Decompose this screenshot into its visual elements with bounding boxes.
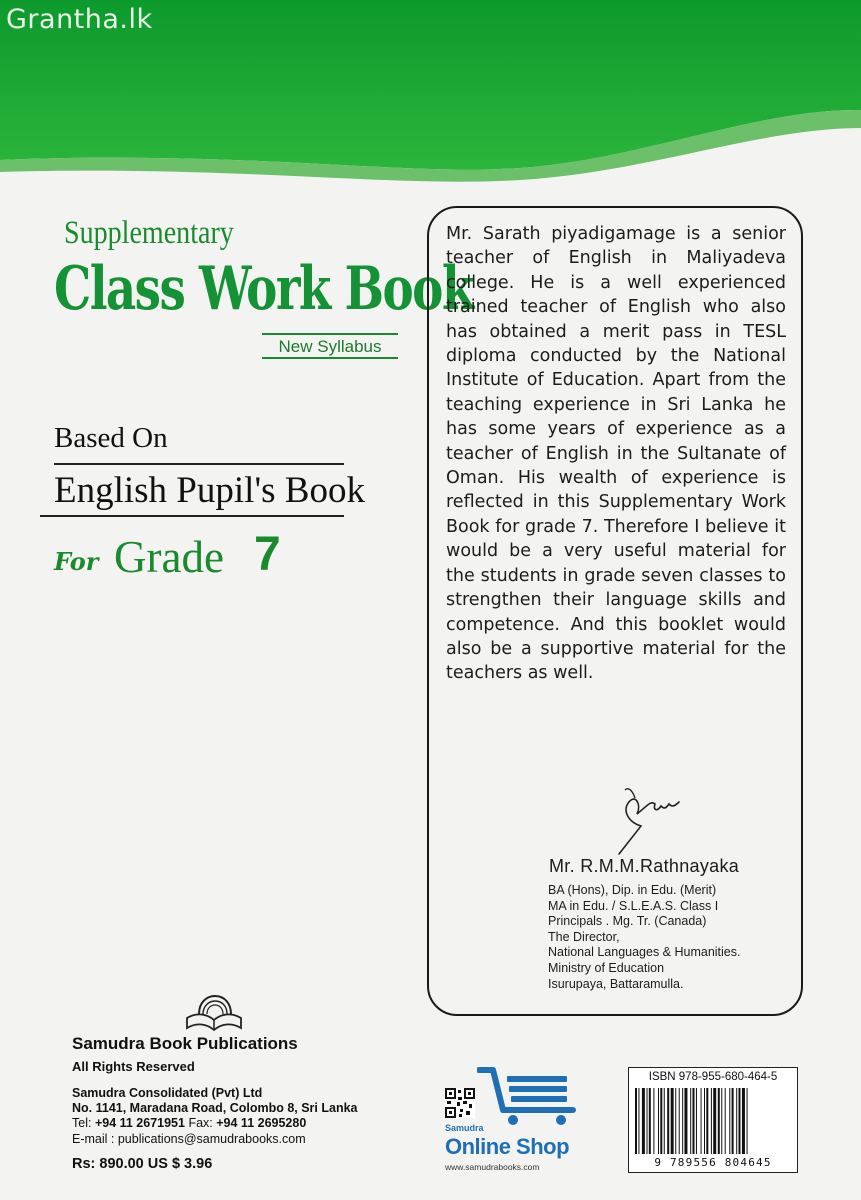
credential-line: National Languages & Humanities. bbox=[548, 945, 741, 960]
pupils-book-title: English Pupil's Book bbox=[54, 470, 365, 511]
for-label: For bbox=[54, 547, 99, 576]
credential-line: BA (Hons), Dip. in Edu. (Merit) bbox=[548, 883, 717, 897]
qr-code-icon bbox=[445, 1088, 475, 1118]
rights-notice: All Rights Reserved bbox=[72, 1059, 195, 1074]
supplementary-heading: Supplementary bbox=[64, 215, 234, 251]
tel-number: +94 11 2671951 bbox=[94, 1116, 185, 1131]
credential-line: Isurupaya, Battaramulla. bbox=[548, 976, 684, 991]
signer-credentials bbox=[548, 883, 740, 992]
fax-number: +94 11 2695280 bbox=[216, 1116, 307, 1131]
signature-icon bbox=[607, 778, 697, 858]
online-shop-logo bbox=[443, 1066, 593, 1176]
credential-line: Principals . Mg. Tr. (Canada) bbox=[548, 914, 707, 929]
tel-label: Tel: bbox=[72, 1116, 92, 1131]
isbn-label: ISBN 978-955-680-464-5 bbox=[648, 1071, 778, 1083]
grade-label: Grade bbox=[114, 532, 224, 582]
shop-brand: Samudra bbox=[445, 1123, 484, 1133]
barcode-icon bbox=[633, 1088, 793, 1154]
shop-url: www.samudrabooks.com bbox=[445, 1162, 540, 1172]
shopping-cart-icon bbox=[477, 1066, 587, 1126]
credential-line: Ministry of Education bbox=[548, 960, 665, 975]
signer-name: Mr. R.M.M.Rathnayaka bbox=[549, 856, 740, 876]
new-syllabus-label: New Syllabus bbox=[278, 337, 382, 356]
watermark: Grantha.lk bbox=[6, 4, 153, 35]
divider bbox=[40, 515, 344, 517]
credential-line: MA in Edu. / S.L.E.A.S. Class I bbox=[548, 898, 719, 913]
isbn-digits: 9 789556 804645 bbox=[654, 1156, 772, 1169]
email-line: E-mail : publications@samudrabooks.com bbox=[72, 1131, 306, 1146]
publisher-book-logo-icon bbox=[185, 992, 243, 1032]
price: Rs: 890.00 US $ 3.96 bbox=[72, 1156, 213, 1172]
publisher-name: Samudra Book Publications bbox=[72, 1034, 298, 1053]
divider bbox=[262, 357, 398, 359]
credential-line: The Director, bbox=[548, 929, 620, 944]
divider bbox=[54, 463, 344, 465]
review-paragraph: Mr. Sarath piyadigamage is a senior teacher of English in Maliyadeva college. He is a well experienced trained teacher of English who also has obtained a merit pass in TESL diploma conducted by the National Institute of Education. Apart from the teaching experience in Sri Lanka he has some years of experience as a teacher of English in the Sultanate of Oman. His wealth of experience is reflected in this Supplementary Work Book for grade 7. Therefore I believe it would be a very useful material for the students in grade seven classes to strengthen their language skills and competence. And this booklet would also be a supportive material for the teachers as well. bbox=[446, 224, 786, 684]
shop-label: Online Shop bbox=[445, 1134, 570, 1159]
review-box bbox=[427, 206, 803, 1016]
book-title: Class Work Book bbox=[54, 254, 473, 324]
publisher-address-block bbox=[72, 1086, 358, 1147]
isbn-barcode-box bbox=[628, 1067, 798, 1173]
street-address: No. 1141, Maradana Road, Colombo 8, Sri Lanka bbox=[72, 1101, 358, 1116]
fax-label: Fax: bbox=[188, 1116, 213, 1131]
company-name: Samudra Consolidated (Pvt) Ltd bbox=[72, 1086, 263, 1100]
grade-number: 7 bbox=[254, 528, 281, 581]
based-on-label: Based On bbox=[54, 422, 168, 454]
divider bbox=[262, 333, 398, 335]
